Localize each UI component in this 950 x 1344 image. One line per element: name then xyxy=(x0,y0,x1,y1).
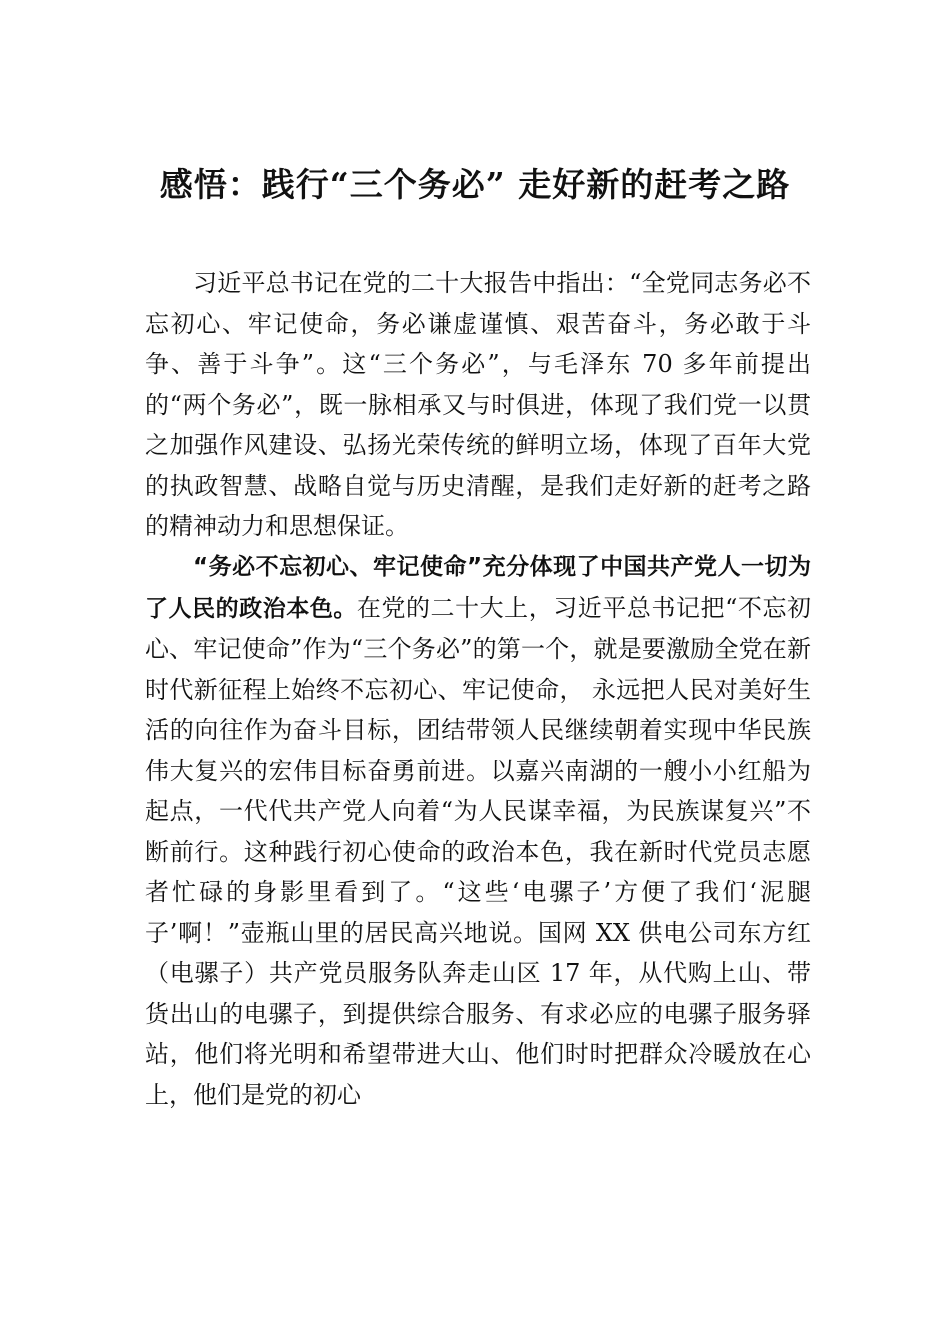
paragraph-2-text: 在党的二十大上，习近平总书记把“不忘初心、牢记使命”作为“三个务必”的第一个，就是要激励全党在新时代新征程上始终不忘初心、牢记使命， 永远把人民对美好生活的向往作为奋斗目标，团结带领人民继续朝着实现中华民族伟大复兴的宏伟目标奋勇前进。以嘉兴南湖的一艘小小红船为起点，一代代共产党人向着“为人民谋幸福，为民族谋复兴”不断前行。这种践行初心使命的政治本色，我在新时代党员志愿者忙碌的身影里看到了。“这些‘电骡子’方便了我们‘泥腿子’啊！”壶瓶山里的居民高兴地说。国网 XX 供电公司东方红（电骡子）共产党员服务队奔走山区 17 年，从代购上山、带货出山的电骡子，到提供综合服务、有求必应的电骡子服务驿站，他们将光明和希望带进大山、他们时时把群众冷暖放在心上，他们是党的初心 xyxy=(145,593,811,1109)
paragraph-1 xyxy=(145,263,811,547)
paragraph-2 xyxy=(145,546,811,1115)
page-title: 感悟：践行“三个务必” 走好新的赶考之路 xyxy=(159,165,791,204)
paragraph-2-lead: “务必不忘初心、牢记使命”充分体现了中国共产党人一切为了人民的政治本色。 xyxy=(145,554,811,622)
paragraph-1-text: 习近平总书记在党的二十大报告中指出：“全党同志务必不忘初心、牢记使命，务必谦虚谨慎、艰苦奋斗，务必敢于斗争、善于斗争”。这“三个务必”，与毛泽东 70 多年前提出的“两个务必”，既一脉相承又与时俱进，体现了我们党一以贯之加强作风建设、弘扬光荣传统的鲜明立场，体现了百年大党的执政智慧、战略自觉与历史清醒，是我们走好新的赶考之路的精神动力和思想保证。 xyxy=(145,269,811,540)
